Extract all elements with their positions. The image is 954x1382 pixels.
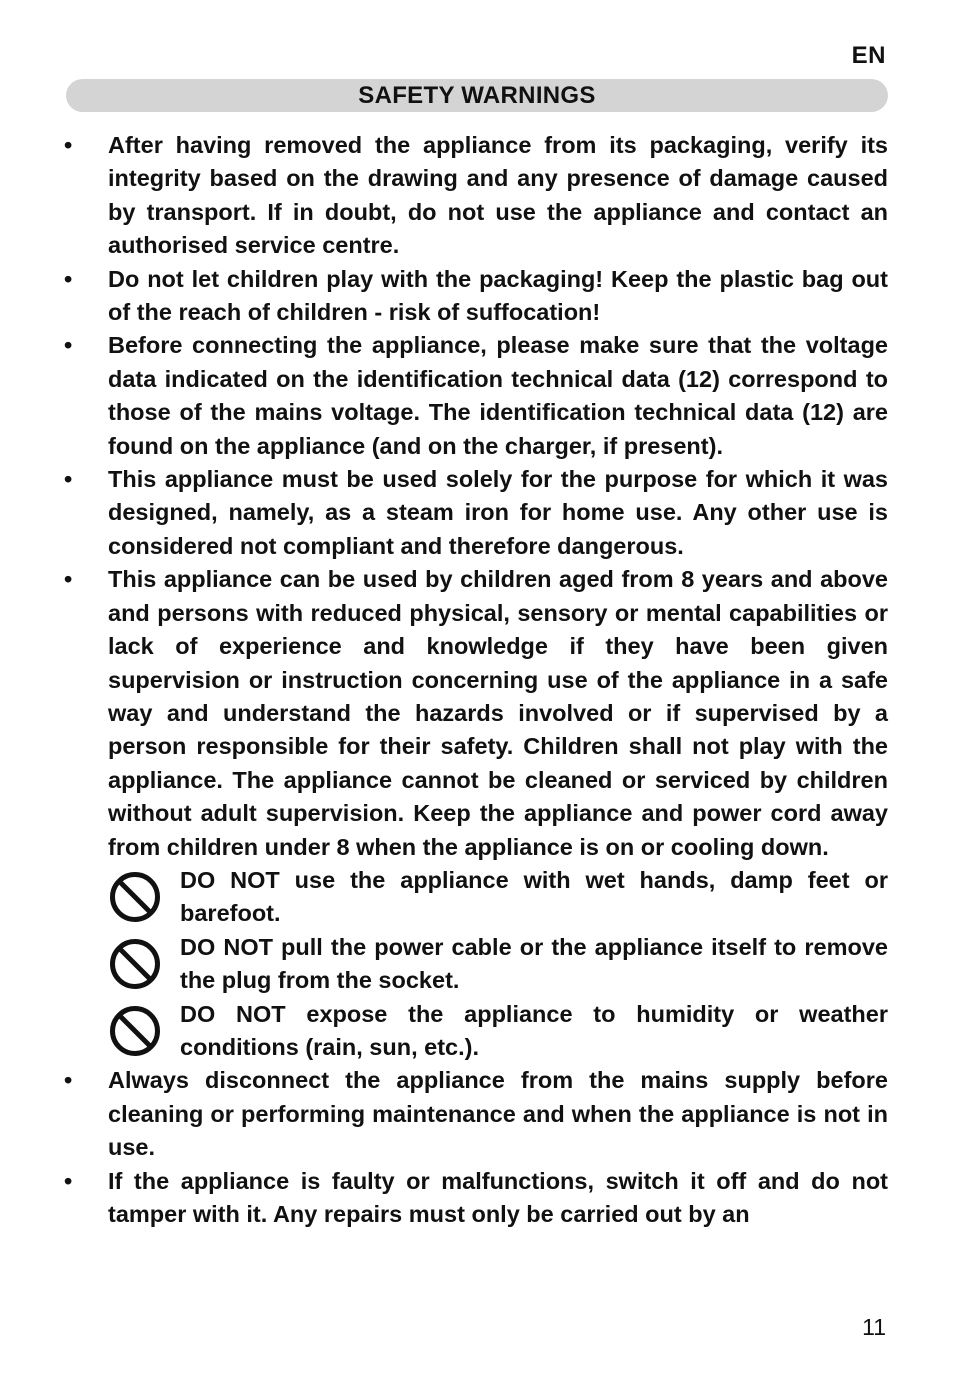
warnings-list — [60, 129, 888, 1231]
prohibition-icon — [108, 998, 180, 1064]
prohibition-text: DO NOT pull the power cable or the appliance itself to remove the plug from the socket. — [180, 933, 888, 994]
warning-text: Before connecting the appliance, please make sure that the voltage data indicated on the identification technical data (12) correspond to those of the mains voltage. The identification technical data (12) are found on the appliance (and on the charger, if present). — [108, 332, 888, 459]
bullet-marker: • — [64, 265, 73, 292]
prohibition-text: DO NOT use the appliance with wet hands, damp feet or barefoot. — [180, 866, 888, 927]
warning-bullet-item — [60, 263, 888, 330]
warning-bullet-item — [60, 1064, 888, 1164]
warning-text: If the appliance is faulty or malfunctions, switch it off and do not tamper with it. Any repairs must only be carried out by an — [108, 1167, 888, 1227]
section-title-bar — [66, 79, 888, 112]
warning-text: After having removed the appliance from its packaging, verify its integrity based on the drawing and any presence of damage caused by transport. If in doubt, do not use the appliance and contact an authorised service centre. — [108, 132, 888, 259]
prohibition-text: DO NOT expose the appliance to humidity or weather conditions (rain, sun, etc.). — [180, 1000, 888, 1060]
warning-text: Always disconnect the appliance from the mains supply before cleaning or performing maintenance and when the appliance is not in use. — [108, 1067, 888, 1161]
warning-bullet-item — [60, 463, 888, 563]
bullet-marker: • — [64, 566, 73, 593]
language-label: EN — [851, 42, 886, 69]
bullet-marker: • — [64, 1167, 73, 1194]
page-number: 11 — [862, 1314, 886, 1340]
bullet-marker: • — [64, 1067, 73, 1094]
bullet-marker: • — [64, 132, 73, 158]
bullet-marker: • — [64, 332, 73, 359]
prohibition-item — [108, 998, 888, 1065]
warning-bullet-item — [60, 563, 888, 864]
prohibition-icon — [108, 864, 180, 930]
warning-text: This appliance must be used solely for the purpose for which it was designed, namely, as a steam iron for home use. Any other use is considered not compliant and therefore dangerous. — [108, 466, 888, 559]
prohibition-item — [108, 864, 888, 931]
warning-bullet-item — [60, 329, 888, 463]
prohibition-item — [108, 931, 888, 998]
prohibition-icon — [108, 931, 180, 997]
warning-text: This appliance can be used by children aged from 8 years and above and persons with reduced physical, sensory or mental capabilities or lack of experience and knowledge if they have been given supervision or instruction concerning use of the appliance in a safe way and understand the hazards involved or if supervised by a person responsible for their safety. Children shall not play with the appliance. The appliance cannot be cleaned or serviced by children without adult supervision. Keep the appliance and power cord away from children under 8 when the appliance is on or cooling down. — [108, 566, 888, 860]
warning-text: Do not let children play with the packaging! Keep the plastic bag out of the reach of children - risk of suffocation! — [108, 265, 888, 326]
bullet-marker: • — [64, 466, 73, 493]
warning-bullet-item — [60, 129, 888, 263]
warning-bullet-item — [60, 1165, 888, 1232]
section-title: SAFETY WARNINGS — [358, 82, 596, 109]
